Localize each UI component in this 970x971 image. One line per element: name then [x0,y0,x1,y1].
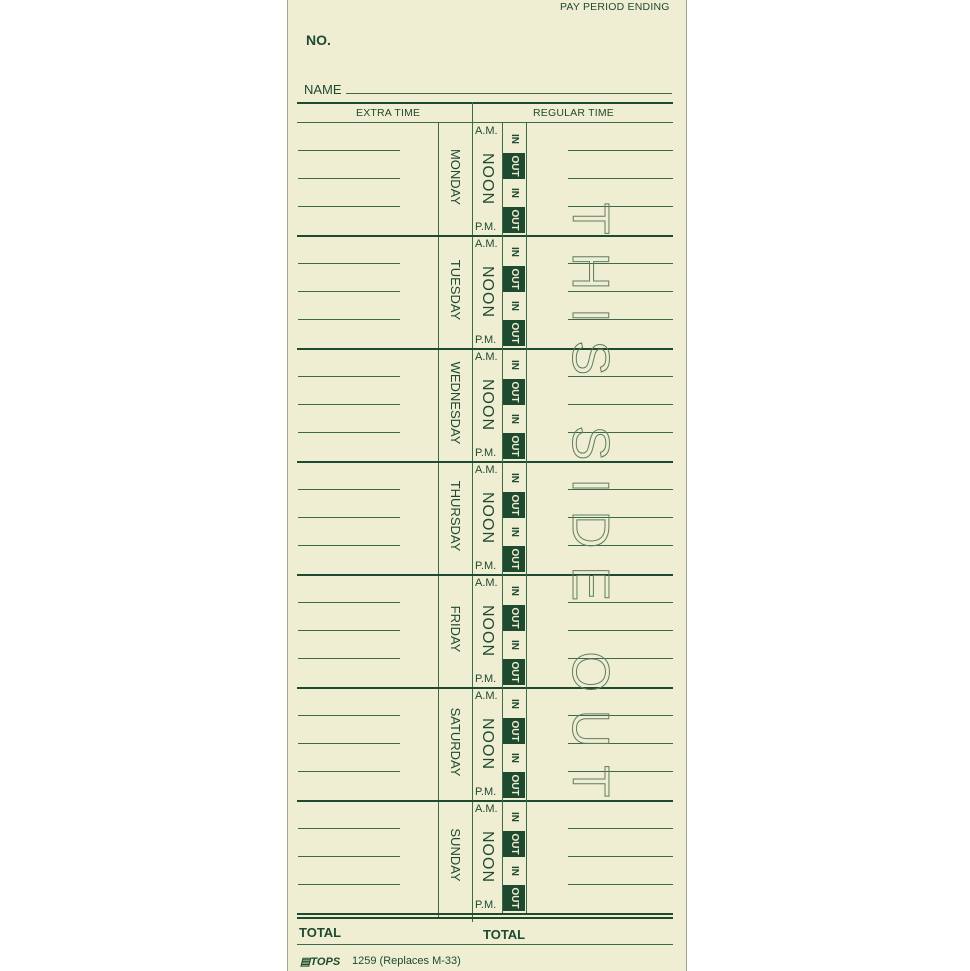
extra-time-line [298,517,400,518]
am-label: A.M. [475,690,498,702]
regular-total-label: TOTAL [483,927,526,942]
extra-time-line [298,178,400,179]
header-bottom-line [297,122,673,123]
extra-time-line [298,630,400,631]
extra-time-line [298,291,400,292]
extra-time-line [298,150,400,151]
stamp-column-left [502,687,503,800]
am-label: A.M. [475,577,498,589]
regular-time-line [568,150,673,151]
in-tag: IN [503,519,525,545]
in-tag: IN [503,578,525,604]
stamp-column-right [526,235,527,348]
extra-time-line [298,319,400,320]
extra-total-label: TOTAL [299,925,342,940]
out-tag: OUT [503,772,525,798]
in-tag: IN [503,126,525,152]
noon-label: NOON [479,831,496,883]
brand-name: TOPS [310,956,341,968]
out-tag: OUT [503,605,525,631]
day-label: TUESDAY [448,259,463,321]
day-label: THURSDAY [448,480,463,552]
regular-time-divider [472,102,473,922]
name-line [346,93,672,94]
am-label: A.M. [475,351,498,363]
in-tag: IN [503,180,525,206]
header-top-line [297,102,673,104]
regular-time-line [568,828,673,829]
in-tag: IN [503,858,525,884]
stamp-column-right [526,800,527,913]
stamp-column-right [526,348,527,461]
out-tag: OUT [503,492,525,518]
tops-logo [300,955,340,968]
out-tag: OUT [503,831,525,857]
extra-time-line [298,489,400,490]
out-tag: OUT [503,153,525,179]
out-tag: OUT [503,433,525,459]
stamp-column-left [502,574,503,687]
stamp-column-left [502,235,503,348]
pm-label: P.M. [475,221,497,233]
card-number-label: NO. [306,32,331,48]
regular-time-line [568,178,673,179]
in-tag: IN [503,745,525,771]
regular-time-line [568,856,673,857]
day-label: MONDAY [448,148,463,206]
extra-time-line [298,743,400,744]
noon-label: NOON [479,718,496,770]
pm-label: P.M. [475,560,497,572]
noon-label: NOON [479,605,496,657]
extra-time-line [298,432,400,433]
extra-time-line [298,206,400,207]
in-tag: IN [503,239,525,265]
am-label: A.M. [475,238,498,250]
out-tag: OUT [503,546,525,572]
noon-label: NOON [479,492,496,544]
extra-time-line [298,376,400,377]
stamp-column-right [526,461,527,574]
extra-time-line [298,715,400,716]
time-card [287,0,687,971]
extra-time-line [298,828,400,829]
pm-label: P.M. [475,899,497,911]
in-tag: IN [503,465,525,491]
extra-time-line [298,884,400,885]
stamp-column-right [526,122,527,235]
extra-time-line [298,263,400,264]
out-tag: OUT [503,266,525,292]
this-side-out-watermark: THIS SIDE OUT [561,202,619,816]
tops-logo-mark-icon: ▤ [300,956,311,968]
out-tag: OUT [503,207,525,233]
extra-time-line [298,545,400,546]
out-tag: OUT [503,320,525,346]
regular-time-line [568,884,673,885]
form-number: 1259 (Replaces M-33) [352,955,461,967]
day-label: FRIDAY [448,605,463,653]
name-label: NAME [304,82,342,97]
pay-period-ending-label: PAY PERIOD ENDING [560,1,670,13]
stamp-column-right [526,687,527,800]
am-label: A.M. [475,803,498,815]
noon-label: NOON [479,379,496,431]
totals-top-line [297,917,673,919]
am-label: A.M. [475,125,498,137]
out-tag: OUT [503,885,525,911]
am-label: A.M. [475,464,498,476]
day-label: WEDNESDAY [448,361,463,445]
day-label: SATURDAY [448,707,463,777]
in-tag: IN [503,804,525,830]
extra-time-line [298,404,400,405]
noon-label: NOON [479,266,496,318]
stamp-column-right [526,574,527,687]
day-label: SUNDAY [448,828,463,882]
extra-time-line [298,658,400,659]
regular-time-header: REGULAR TIME [533,107,614,119]
pm-label: P.M. [475,334,497,346]
day-divider [297,913,673,915]
noon-label: NOON [479,153,496,205]
day-column-left-border [438,122,439,917]
stamp-column-left [502,800,503,913]
pm-label: P.M. [475,447,497,459]
pm-label: P.M. [475,786,497,798]
stamp-column-left [502,461,503,574]
in-tag: IN [503,691,525,717]
out-tag: OUT [503,659,525,685]
totals-bottom-line [297,944,673,945]
pm-label: P.M. [475,673,497,685]
extra-time-line [298,856,400,857]
extra-time-header: EXTRA TIME [356,107,421,119]
out-tag: OUT [503,718,525,744]
stamp-column-left [502,348,503,461]
in-tag: IN [503,352,525,378]
in-tag: IN [503,632,525,658]
in-tag: IN [503,406,525,432]
extra-time-line [298,602,400,603]
in-tag: IN [503,293,525,319]
stamp-column-left [502,122,503,235]
extra-time-line [298,771,400,772]
out-tag: OUT [503,379,525,405]
